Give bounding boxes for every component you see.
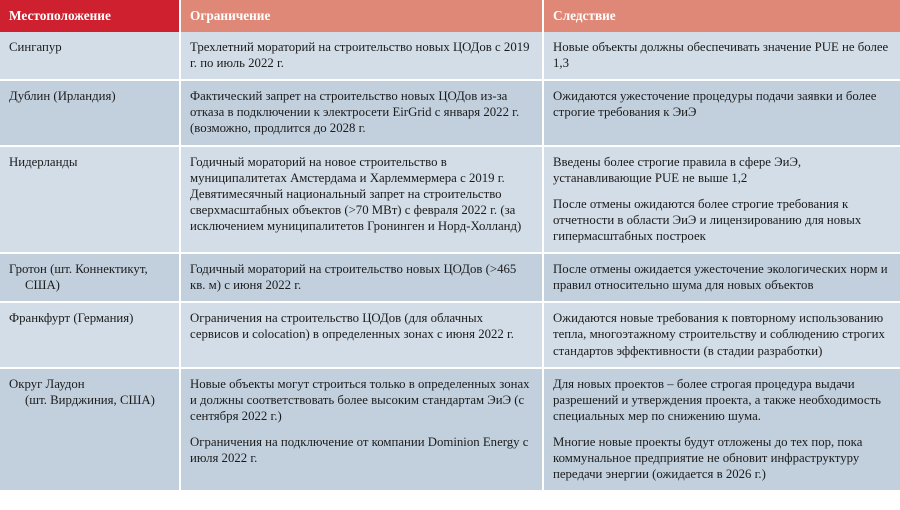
location-name: Сингапур	[9, 40, 62, 54]
cell-consequence	[543, 146, 900, 254]
cell-location	[0, 253, 180, 302]
consequence-paragraph: После отмены ожидаются более строгие требования к отчетности в области ЭиЭ и лицензированию для новых гипермасштабных построек	[553, 196, 862, 243]
table-row	[0, 146, 900, 254]
restriction-paragraph: Фактический запрет на строительство новых ЦОДов из-за отказа в подключении к электросети EirGrid с января 2022 г. (возможно, продлится до 2028 г.	[190, 89, 520, 136]
location-name: Франкфурт (Германия)	[9, 311, 134, 326]
location-name-sub: США)	[25, 278, 60, 293]
location-name: Округ Лаудон	[9, 376, 85, 391]
table-row	[0, 32, 900, 80]
cell-location	[0, 368, 180, 491]
column-header-location: Местоположение	[0, 0, 180, 32]
location-name: Нидерланды	[9, 154, 78, 169]
consequence-paragraph: Введены более строгие правила в сфере ЭиЭ, устанавливающие PUE не выше 1,2	[553, 154, 802, 185]
cell-location	[0, 146, 180, 254]
cell-consequence	[543, 32, 900, 80]
restriction-paragraph: Трехлетний мораторий на строительство новых ЦОДов с 2019 г. по июль 2022 г.	[190, 40, 530, 71]
consequence-paragraph: После отмены ожидается ужесточение экологических норм и правил относительно шума для новых объектов	[553, 262, 888, 293]
consequence-paragraph: Многие новые проекты будут отложены до тех пор, пока коммунальное предприятие не обновит инфраструктуру передачи энергии (ожидается в 2026 г.)	[553, 434, 863, 482]
table-header	[0, 0, 900, 32]
cell-restriction	[180, 253, 543, 302]
table-body	[0, 32, 900, 490]
location-name-sub: (шт. Вирджиния, США)	[25, 392, 155, 407]
cell-location	[0, 302, 180, 367]
column-header-consequence: Следствие	[543, 0, 900, 32]
column-header-restriction: Ограничение	[180, 0, 543, 32]
restriction-paragraph: Ограничения на подключение от компании Dominion Energy с июля 2022 г.	[190, 434, 529, 466]
cell-restriction	[180, 32, 543, 80]
cell-consequence	[543, 302, 900, 367]
table-row	[0, 80, 900, 145]
restriction-paragraph: Годичный мораторий на строительство новых ЦОДов (>465 кв. м) с июня 2022 г.	[190, 262, 517, 293]
cell-location	[0, 32, 180, 80]
table-row	[0, 368, 900, 491]
cell-consequence	[543, 253, 900, 302]
location-name: Гротон (шт. Коннектикут,	[9, 262, 148, 277]
cell-consequence	[543, 368, 900, 491]
consequence-paragraph: Ожидаются ужесточение процедуры подачи заявки и более строгие требования к ЭиЭ	[553, 89, 877, 120]
cell-restriction	[180, 368, 543, 491]
consequence-paragraph: Новые объекты должны обеспечивать значение PUE не более 1,3	[553, 40, 889, 71]
consequence-paragraph: Для новых проектов – более строгая процедура выдачи разрешений и утверждения проекта, а также необходимость специальных мер по снижению шума.	[553, 376, 881, 423]
restriction-paragraph: Ограничения на строительство ЦОДов (для облачных сервисов и colocation) в определенных зонах с июня 2022 г.	[190, 311, 515, 342]
cell-consequence	[543, 80, 900, 145]
location-name: Дублин (Ирландия)	[9, 89, 116, 104]
cell-location	[0, 80, 180, 145]
table-row	[0, 253, 900, 302]
cell-restriction	[180, 80, 543, 145]
restriction-paragraph: Новые объекты могут строиться только в определенных зонах и должны соответствовать более высоким стандартам ЭиЭ (с сентября 2022 г.)	[190, 376, 530, 423]
consequence-paragraph: Ожидаются новые требования к повторному использованию тепла, многоэтажному строительству и соблюдению строгих стандартов эффективности (в стадии разработки)	[553, 311, 885, 358]
cell-restriction	[180, 302, 543, 367]
cell-restriction	[180, 146, 543, 254]
table-row	[0, 302, 900, 367]
restriction-paragraph: Годичный мораторий на новое строительство в муниципалитетах Амстердама и Харлеммермера с 2019 г. Девятимесячный национальный запрет на строительство сверхмасштабных объектов (>70 МВт) с февраля 2022 г. (за исключением муниципалитетов Гронинген и Норд-Холланд)	[190, 154, 522, 233]
table-header-row	[0, 0, 900, 32]
